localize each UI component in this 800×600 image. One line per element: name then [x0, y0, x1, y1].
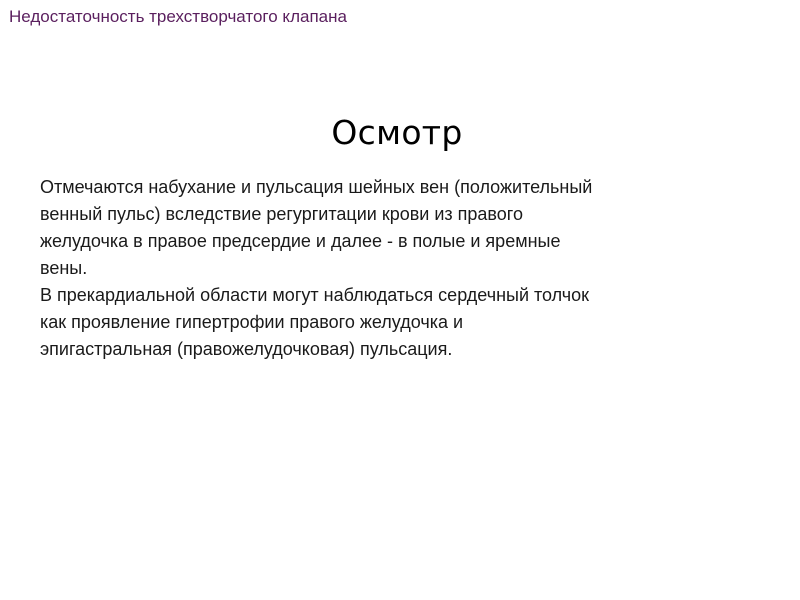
header-title: Недостаточность трехстворчатого клапана [9, 7, 347, 26]
paragraph-line: вены. [40, 258, 88, 278]
paragraph-line: В прекардиальной области могут наблюдаться сердечный толчок [40, 285, 590, 305]
body-text [40, 174, 740, 363]
paragraph-line: эпигастральная (правожелудочковая) пульсация. [40, 339, 453, 359]
paragraph-line: как проявление гипертрофии правого желудочка и [40, 312, 464, 332]
paragraph-line: Отмечаются набухание и пульсация шейных вен (положительный [40, 177, 593, 197]
paragraph-precordial [40, 282, 740, 363]
paragraph-line: венный пульс) вследствие регургитации крови из правого [40, 204, 523, 224]
paragraph-jugular-veins [40, 174, 740, 282]
paragraph-line: желудочка в правое предсердие и далее - в полые и яремные [40, 231, 561, 251]
slide-heading: Осмотр [331, 113, 463, 152]
